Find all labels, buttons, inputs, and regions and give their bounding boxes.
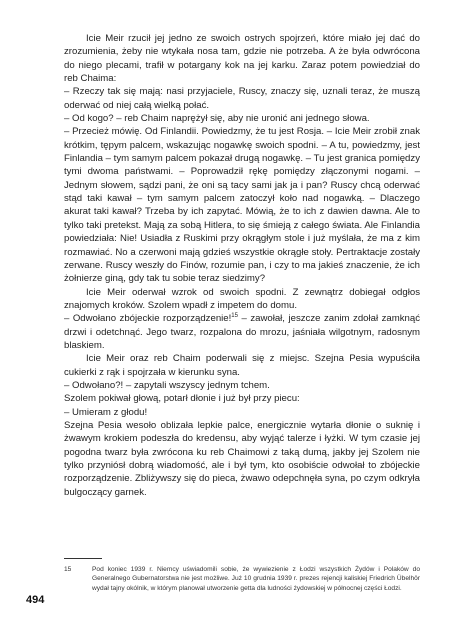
page-body bbox=[64, 32, 420, 499]
paragraph: – Od kogo? – reb Chaim naprężył się, aby nie uronić ani jednego słowa. bbox=[64, 113, 370, 125]
main-text bbox=[64, 32, 420, 499]
paragraph: – Odwołano?! – zapytali wszyscy jednym tchem. bbox=[64, 379, 270, 391]
paragraph: – Przecież mówię. Od Finlandii. Powiedzmy, że tu jest Rosja. – Icie Meir zrobił znak krótkim, tępym palcem, wskazując nogawkę swoich spodni. – A tu, powiedzmy, jest Finlandia – tym samym palcem pokazał drugą nogawkę. – Tu jest granica pomiędzy tymi dwoma państwami. – Poprowadził rękę pomiędzy złączonymi nogami. – Jednym słowem, sądzi pani, że oni są tacy sami jak ja i pan? Ruscy chcą oderwać stąd taki kawał – tym samym palcem zatoczył koło nad nogawką. – Dlaczego akurat taki kawał? Trzeba by ich zapytać. Mówią, że to ich z dawien dawna. Ale to tylko taki pretekst. Mają za sobą Hitlera, to się śmieją z całego świata. Ale Finlandia powiedziała: Nie! Usiadła z Ruskimi przy okrągłym stole i już myślała, że ma z kim rozmawiać. No a czerwoni mają gdzieś wszystkie okrągłe stoły. Pertraktacje zostały zerwane. Ruscy weszły do Finów, rozumie pan, i czy to ma jakieś znaczenie, że ich żołnierze giną, gdy tak tu sobie teraz siedzimy? bbox=[64, 126, 420, 285]
footnote-reference[interactable]: 15 bbox=[231, 313, 238, 320]
paragraph-text: – Odwołano zbójeckie rozporządzenie! bbox=[64, 313, 232, 325]
paragraph: Icie Meir oderwał wzrok od swoich spodni. Z zewnątrz dobiegał odgłos znajomych kroków. Szolem wpadł z impetem do domu. bbox=[64, 286, 420, 311]
paragraph: Szejna Pesia wesoło oblizała lepkie palce, energicznie wytarła dłonie o suknię i żwawym krokiem podeszła do kredensu, aby wyjąć talerze i łyżki. W tym czasie jej pogodna twarz była zwrócona ku reb Chaimowi z taką dumą, jakby jej Szolem nie tylko przyniósł dobrą wiadomość, ale i był tym, kto osobiście odwołał to zbójeckie rozporządzenie. Zbliżywszy się do pieca, żwawo odepchnęła syna, po czym odkryła bulgoczący garnek. bbox=[64, 419, 420, 498]
footnote-text: Pod koniec 1939 r. Niemcy uświadomili sobie, że wywiezienie z Łodzi wszystkich Żydów i Polaków do Generalnego Gubernatorstwa nie jest możliwe. Już 10 grudnia 1939 r. prezes rejencji kaliskiej Friedrich Übelhör wydał tajny okólnik, w którym planował utworzenie getta dla ludności żydowskiej w północnej części Łodzi. bbox=[92, 566, 420, 592]
paragraph-text: – zawołał, jeszcze zanim zdołał zamknąć drzwi i odetchnąć. Jego twarz, rozpalona do mrozu, jaśniała wilgotnym, radosnym blaskiem. bbox=[64, 313, 420, 351]
paragraph-with-footnote-ref bbox=[64, 312, 420, 352]
footnote bbox=[64, 565, 420, 593]
paragraph: – Rzeczy tak się mają: nasi przyjaciele, Ruscy, znaczy się, uznali teraz, że muszą oderwać od niej całą wielką połać. bbox=[64, 86, 420, 111]
paragraph: Icie Meir oraz reb Chaim poderwali się z miejsc. Szejna Pesia wypuściła cukierki z rąk i spojrzała w kierunku syna. bbox=[64, 353, 420, 378]
footnote-divider bbox=[64, 558, 102, 559]
paragraph: Szolem pokiwał głową, potarł dłonie i już był przy piecu: bbox=[64, 393, 300, 405]
page-number: 494 bbox=[26, 594, 45, 606]
paragraph: – Umieram z głodu! bbox=[64, 406, 148, 418]
paragraph: Icie Meir rzucił jej jedno ze swoich ostrych spojrzeń, które miało jej dać do zrozumienia, żeby nie wtykała nosa tam, gdzie nie potrzeba. A że była odwrócona do niego plecami, trafił w potargany kok na jej karku. Zaraz potem powiedział do reb Chaima: bbox=[64, 33, 420, 85]
footnote-number: 15 bbox=[64, 566, 72, 573]
